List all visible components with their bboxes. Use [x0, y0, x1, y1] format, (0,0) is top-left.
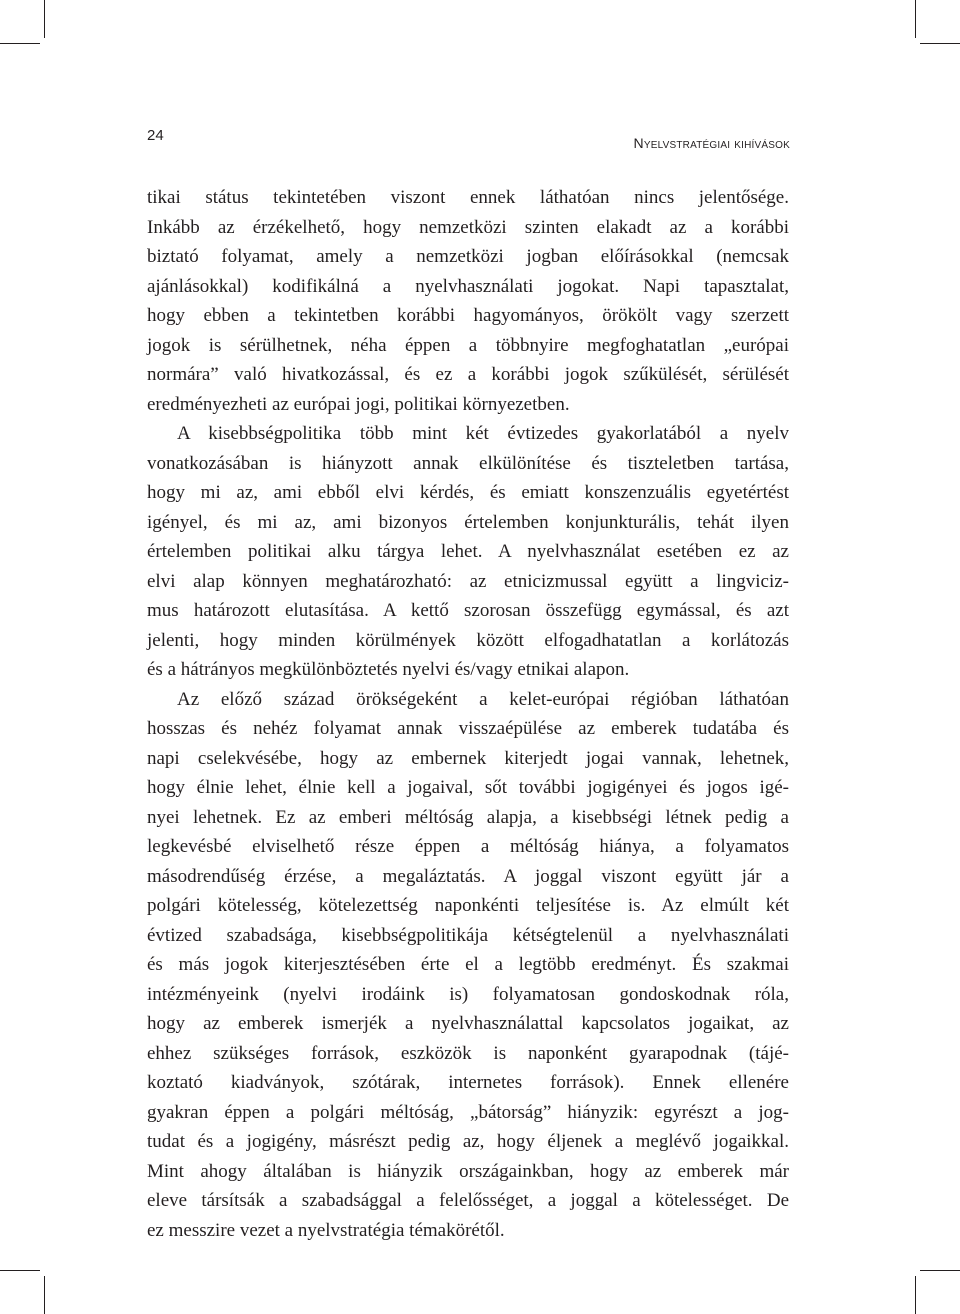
crop-mark-top-left [44, 0, 45, 38]
text-line: tudat és a jogigény, másrészt pedig az, hogy éljenek a meglévő jogaikkal. [147, 1131, 789, 1152]
text-line: jelenti, hogy minden körülmények között elfogadhatatlan a korlátozás [147, 629, 789, 651]
text-line: évtized szabadsága, kisebbségpolitikája kétségtelenül a nyelvhasználati [147, 924, 789, 946]
text-line: hogy az emberek ismerjék a nyelvhasználattal kapcsolatos jogaikat, az [147, 1013, 789, 1034]
paragraph-3 [147, 685, 789, 1246]
text-line: elvi alap könnyen meghatározható: az etnicizmussal együtt a lingviciz- [147, 570, 789, 592]
crop-mark-bottom-right-h [920, 1270, 960, 1271]
text-line: nyei lehetnek. Ez az emberi méltóság alapja, a kisebbségi létnek pedig a [147, 806, 789, 828]
text-line: biztató folyamat, amely a nemzetközi jogban előírásokkal (nemcsak [147, 246, 789, 267]
text-line: és a hátrányos megkülönböztetés nyelvi és/vagy etnikai alapon. [147, 659, 630, 680]
text-line: polgári kötelesség, kötelezettség naponkénti teljesítése is. Az elmúlt két [147, 895, 789, 916]
text-line: ehhez szükséges források, eszközök is naponként gyarapodnak (tájé- [147, 1042, 789, 1064]
text-line: hosszas és nehéz folyamat annak visszaépülése az emberek tudatába és [147, 718, 789, 739]
running-head: Nyelvstratégiai kihívások [633, 135, 790, 151]
text-line: igényel, és mi az, ami bizonyos értelemben konjunkturális, tehát ilyen [147, 511, 789, 533]
crop-mark-top-right-h [920, 43, 960, 44]
text-line: intézményeink (nyelvi irodáink is) folyamatosan gondoskodnak róla, [147, 983, 789, 1005]
body-text [147, 183, 789, 1245]
text-line: Az előző század örökségeként a kelet-európai régióban láthatóan [177, 688, 789, 710]
text-line: másodrendűség érzése, a megaláztatás. A joggal viszont együtt jár a [147, 865, 789, 887]
crop-mark-bottom-right [915, 1276, 916, 1314]
text-line: tikai státus tekintetében viszont ennek láthatóan nincs jelentősége. [147, 187, 789, 208]
text-line: mus határozott elutasítása. A kettő szorosan összefügg egymással, és azt [147, 600, 789, 621]
text-line: Inkább az érzékelhető, hogy nemzetközi szinten elakadt az a korábbi [147, 216, 789, 238]
text-line: normára” való hivatkozással, és ez a korábbi jogok szűkülését, sérülését [147, 364, 789, 385]
text-line: eredményezheti az európai jogi, politikai környezetben. [147, 393, 570, 415]
text-line: vonatkozásában is hiányzott annak elkülönítése és tiszteletben tartása, [147, 452, 789, 474]
text-line: ajánlásokkal) kodifikálná a nyelvhasználati jogokat. Napi tapasztalat, [147, 275, 789, 297]
text-line: hogy mi az, ami ebből elvi kérdés, és emiatt konszenzuális egyetértést [147, 482, 789, 503]
text-line: hogy élnie lehet, élnie kell a jogaival, sőt további jogigényei és jogos igé- [147, 777, 789, 798]
crop-mark-top-right [915, 0, 916, 38]
text-line: és más jogok kiterjesztésében érte el a legtöbb eredményt. És szakmai [147, 954, 789, 975]
text-line: jogok is sérülhetnek, néha éppen a többnyire megfoghatatlan „európai [147, 334, 789, 356]
text-line: A kisebbségpolitika több mint két évtizedes gyakorlatából a nyelv [177, 423, 789, 444]
text-line: Mint ahogy általában is hiányzik országainkban, hogy az emberek már [147, 1160, 789, 1182]
text-line: hogy ebben a tekintetben korábbi hagyományos, örökölt vagy szerzett [147, 305, 789, 326]
page-number: 24 [147, 127, 164, 144]
text-line: gyakran éppen a polgári méltóság, „bátorság” hiányzik: egyrészt a jog- [147, 1101, 789, 1123]
text-line: ez messzire vezet a nyelvstratégia témakörétől. [147, 1219, 505, 1241]
crop-mark-bottom-left [44, 1276, 45, 1314]
crop-mark-bottom-left-h [0, 1270, 40, 1271]
paragraph-1 [147, 183, 789, 419]
crop-mark-top-left-h [0, 43, 40, 44]
text-line: eleve társítsák a szabadsággal a felelősséget, a joggal a kötelességet. De [147, 1190, 789, 1211]
text-line: értelemben politikai alku tárgya lehet. A nyelvhasználat esetében ez az [147, 541, 789, 562]
text-line: legkevésbé elviselhető része éppen a méltóság hiánya, a folyamatos [147, 836, 789, 857]
paragraph-2 [147, 419, 789, 685]
text-line: napi cselekvésébe, hogy az embernek kiterjedt jogai vannak, lehetnek, [147, 747, 789, 769]
text-line: koztató kiadványok, szótárak, internetes források). Ennek ellenére [147, 1072, 789, 1093]
